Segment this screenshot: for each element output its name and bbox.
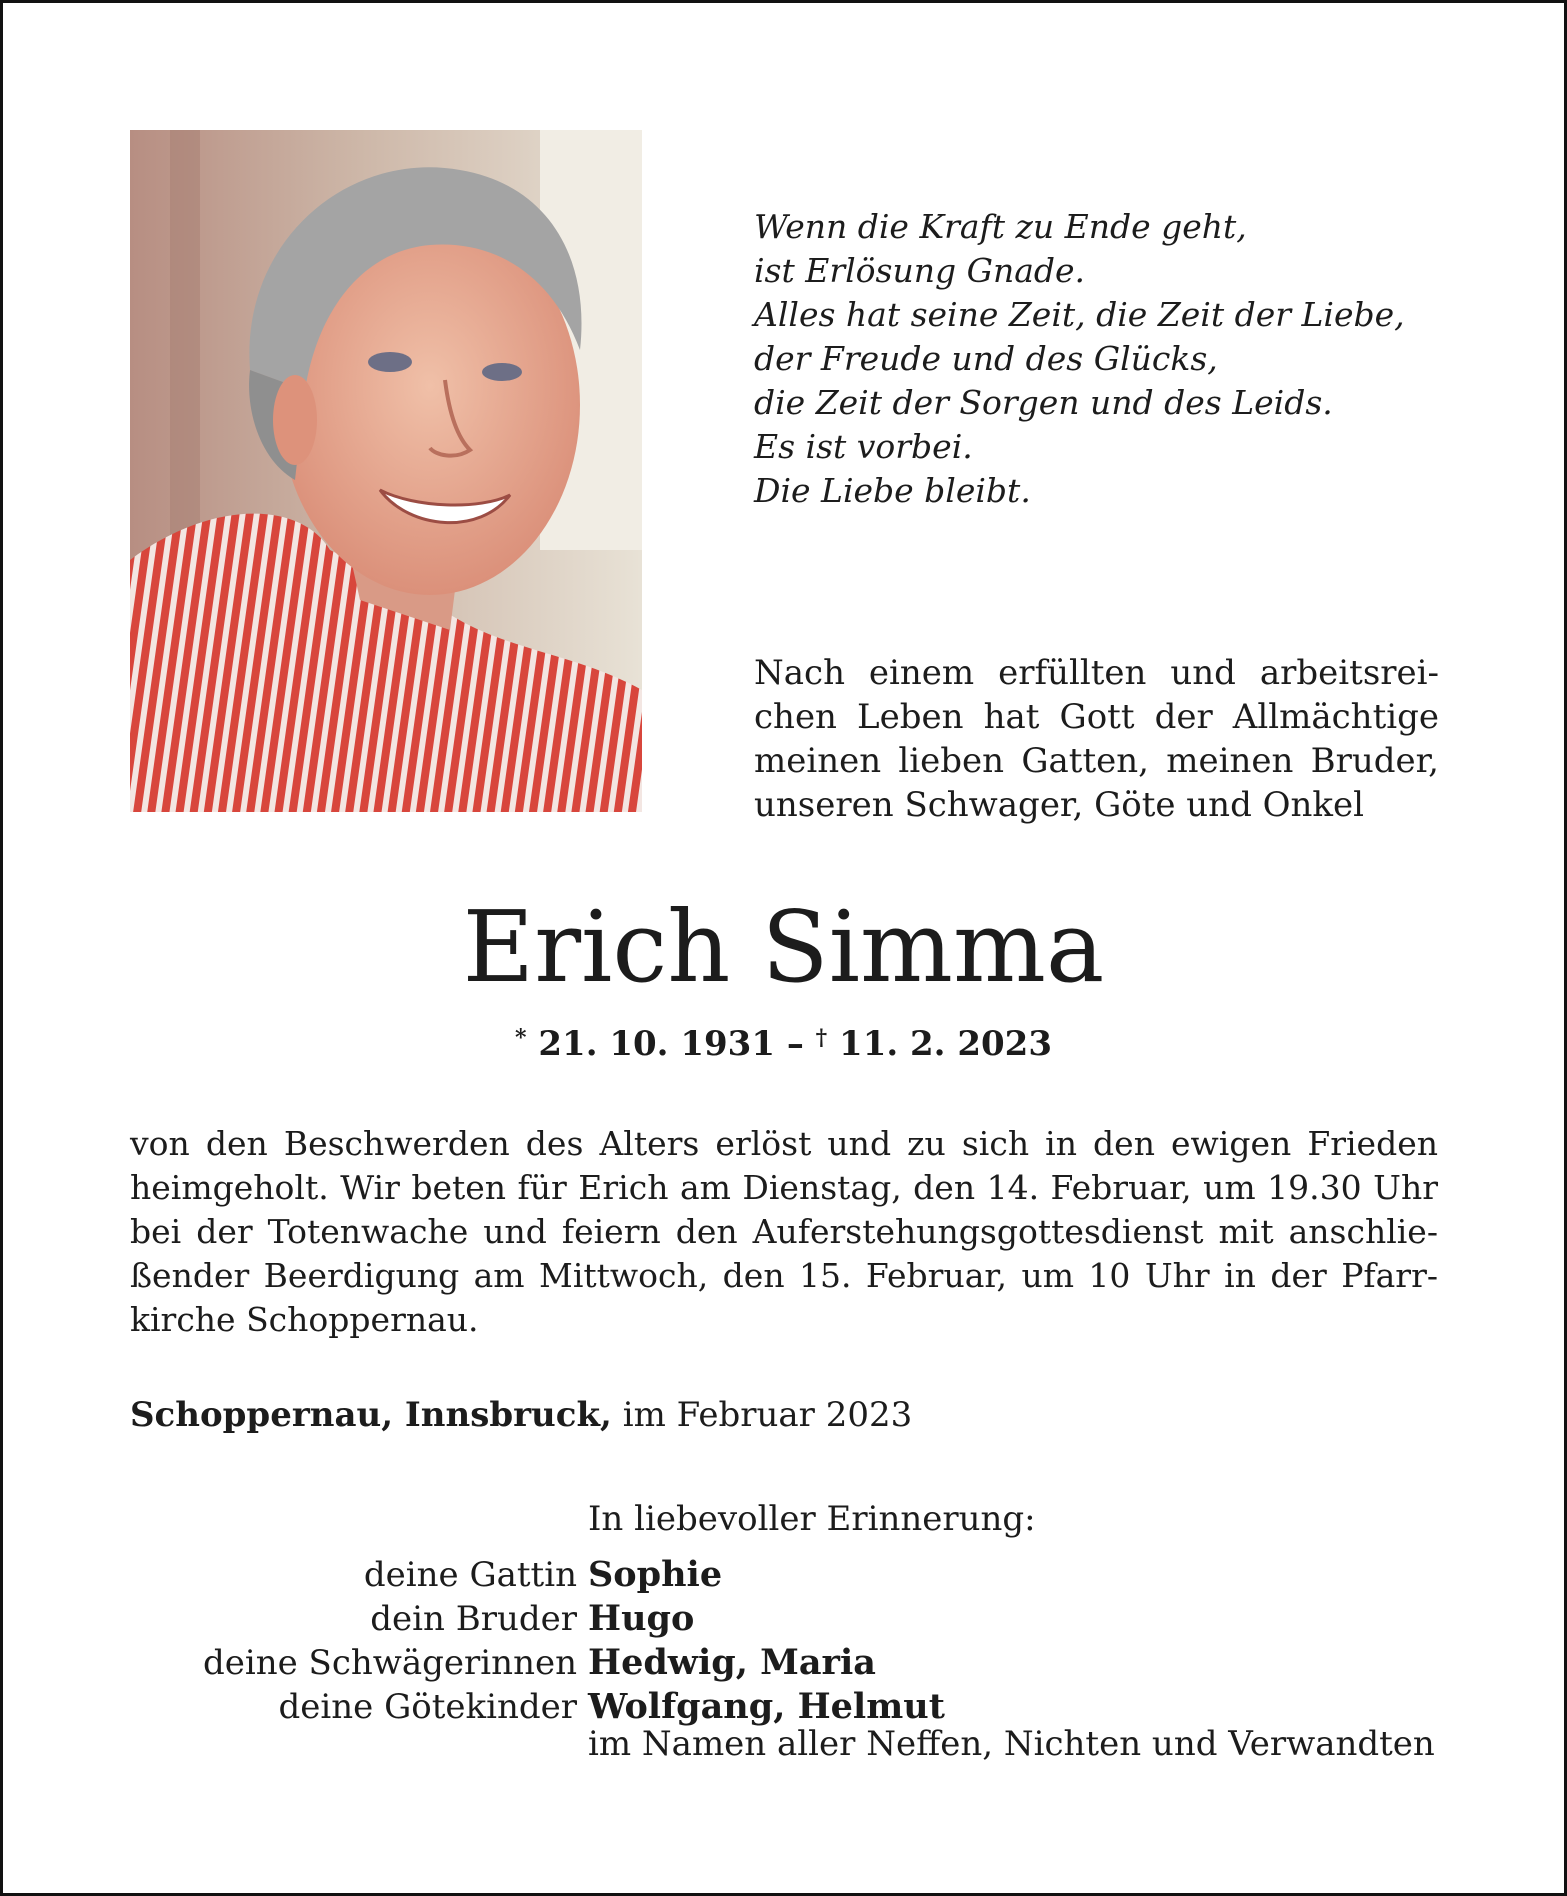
poem-line: die Zeit der Sorgen und des Leids. [754, 383, 1333, 422]
body-paragraph [130, 1122, 1438, 1342]
family-relation: deine Gattin [363, 1555, 577, 1595]
poem-line: Es ist vorbei. [754, 427, 973, 466]
deceased-name: Erich Simma [462, 891, 1105, 1005]
birth-symbol: * [515, 1025, 527, 1051]
family-list [0, 1553, 1567, 1729]
place-names: Schoppernau, Innsbruck, [130, 1395, 612, 1435]
intro-line: meinen lieben Gatten, meinen Bruder, [754, 741, 1439, 781]
birth-date: 21. 10. 1931 [538, 1024, 775, 1064]
portrait-photo [130, 130, 642, 812]
family-names: Sophie [588, 1554, 723, 1595]
family-names: Wolfgang, Helmut [588, 1686, 945, 1727]
family-relation: deine Schwägerinnen [202, 1643, 577, 1683]
memory-heading: In liebevoller Erinnerung: [588, 1499, 1036, 1539]
body-line: heimgeholt. Wir beten für Erich am Dienstag, den 14. Februar, um 19.30 Uhr [130, 1168, 1438, 1207]
poem-line: der Freude und des Glücks, [754, 339, 1218, 378]
poem [754, 205, 1474, 513]
body-line: ßender Beerdigung am Mittwoch, den 15. Februar, um 10 Uhr in der Pfarr- [130, 1256, 1438, 1295]
body-line: von den Beschwerden des Alters erlöst und zu sich in den ewigen Frieden [130, 1124, 1438, 1163]
intro-line: Nach einem erfüllten und arbeitsrei- [754, 653, 1439, 693]
family-row [0, 1597, 1567, 1641]
death-symbol: † [815, 1025, 828, 1051]
family-row [0, 1553, 1567, 1597]
family-relation: dein Bruder [370, 1599, 577, 1639]
family-row [0, 1641, 1567, 1685]
poem-line: Die Liebe bleibt. [754, 471, 1031, 510]
intro-line: unseren Schwager, Göte und Onkel [754, 785, 1365, 825]
family-names: Hedwig, Maria [588, 1642, 876, 1683]
place-date [130, 1393, 912, 1437]
portrait-illustration [130, 130, 642, 812]
poem-line: ist Erlösung Gnade. [754, 251, 1086, 290]
death-date: 11. 2. 2023 [839, 1024, 1052, 1064]
family-relation: deine Götekinder [278, 1687, 577, 1727]
closing-line: im Namen aller Neffen, Nichten und Verwandten [588, 1724, 1435, 1764]
family-names: Hugo [588, 1598, 695, 1639]
intro-paragraph [754, 651, 1439, 827]
intro-line: chen Leben hat Gott der Allmächtige [754, 697, 1439, 737]
life-dates [0, 1016, 1567, 1066]
poem-line: Wenn die Kraft zu Ende geht, [754, 207, 1247, 246]
place-month: im Februar 2023 [611, 1395, 913, 1435]
poem-line: Alles hat seine Zeit, die Zeit der Liebe, [754, 295, 1405, 334]
body-line: kirche Schoppernau. [130, 1300, 479, 1339]
date-separator: – [786, 1024, 804, 1064]
body-line: bei der Totenwache und feiern den Auferstehungsgottesdienst mit anschlie- [130, 1212, 1438, 1251]
